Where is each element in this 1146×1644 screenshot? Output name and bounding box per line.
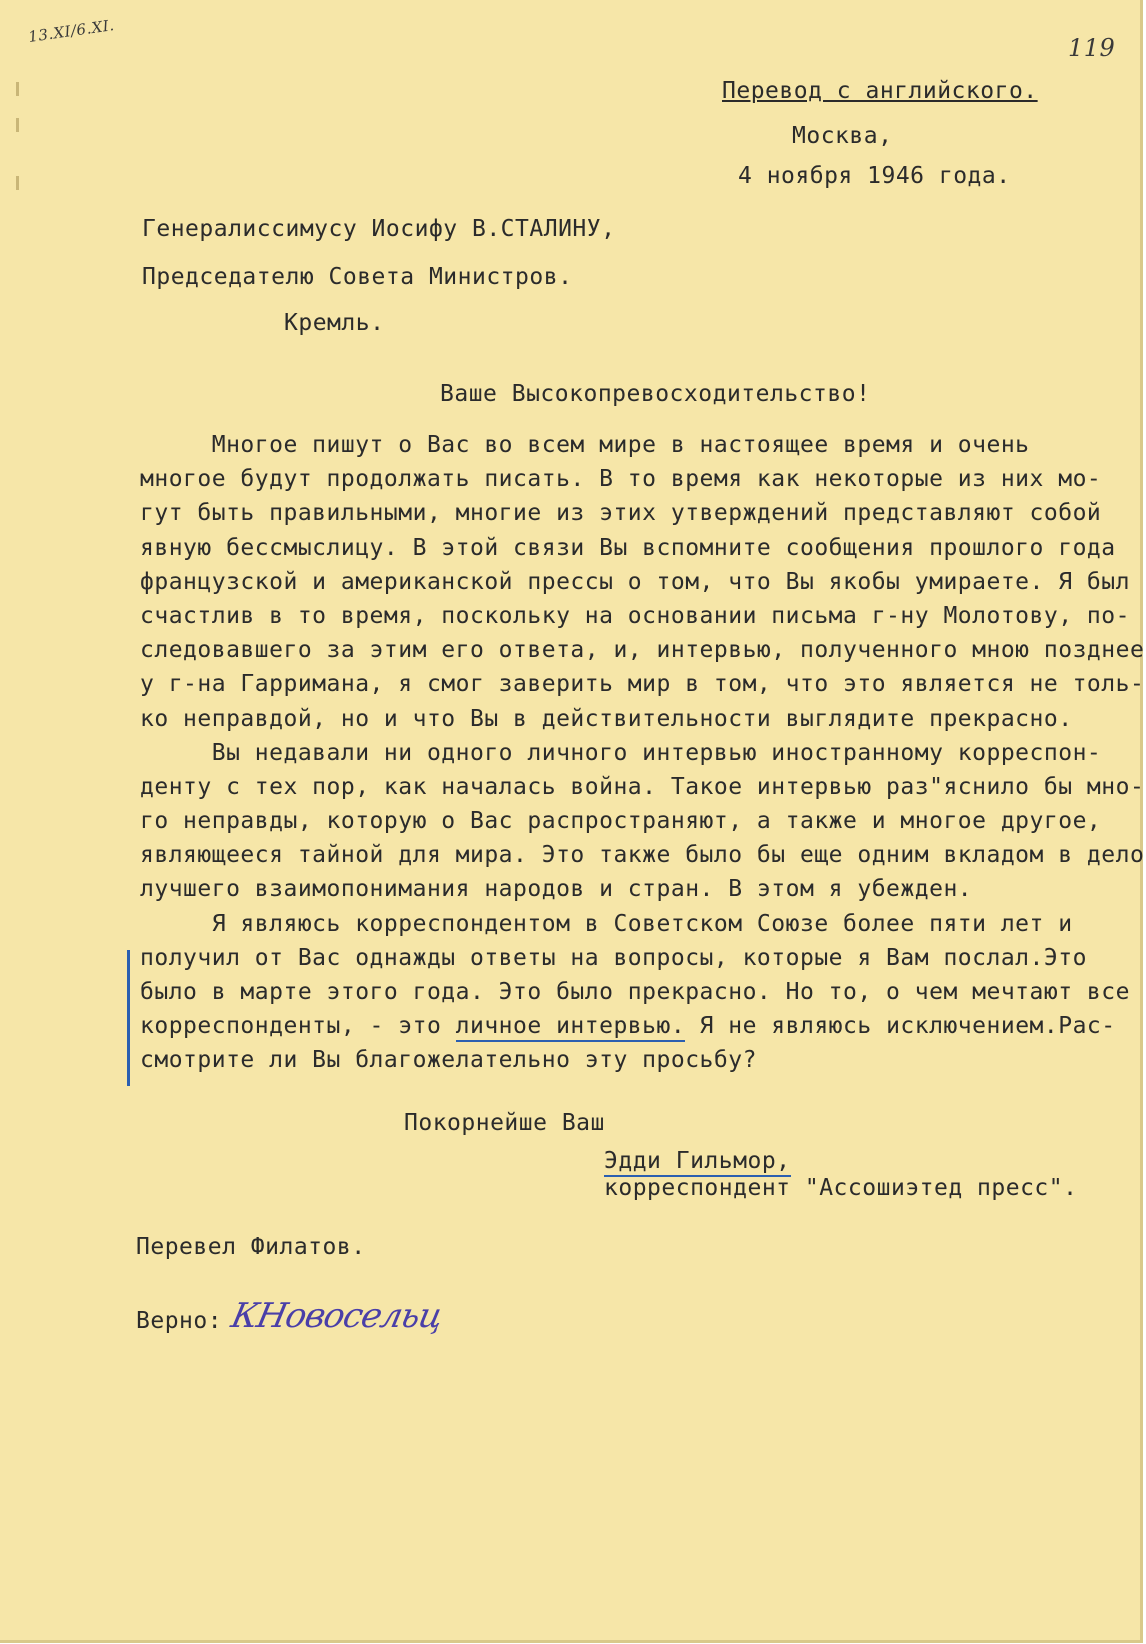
complimentary-close: Покорнейше Ваш <box>404 1110 605 1136</box>
archive-note-date: 13.XI/6.XI. <box>27 16 116 46</box>
body-line: ко неправдой, но и что Вы в действительности выглядите прекрасно. <box>140 705 1073 732</box>
punch-mark <box>16 118 19 132</box>
punch-mark <box>16 176 19 190</box>
letter-date: 4 ноября 1946 года. <box>738 163 1011 189</box>
punch-mark <box>16 82 19 96</box>
signer-name: Эдди Гильмор, <box>604 1150 791 1173</box>
body-line: гут быть правильными, многие из этих утверждений представляют собой <box>140 500 1102 527</box>
body-line: смотрите ли Вы благожелательно эту просьбу? <box>140 1047 757 1074</box>
body-line: Многое пишут о Вас во всем мире в настоящее время и очень <box>140 432 1030 458</box>
city: Москва, <box>792 123 893 149</box>
certification-label: Верно: <box>136 1308 223 1334</box>
body-line-underlined: корреспонденты, - это личное интервью. Я не являюсь исключением.Рас- <box>140 1009 1100 1043</box>
margin-mark-line <box>127 950 130 1086</box>
body-line: получил от Вас однажды ответы на вопросы, которые я Вам послал.Это <box>140 944 1087 971</box>
body-line: го неправды, которую о Вас распространяют, а также и многое другое, <box>140 808 1102 835</box>
body-line: многое будут продолжать писать. В то время как некоторые из них мо- <box>140 466 1102 493</box>
body-line: у г-на Гарримана, я смог заверить мир в том, что это является не толь- <box>140 671 1145 698</box>
page-number-note: 119 <box>1068 34 1116 62</box>
body-line: французской и американской прессы о том, что Вы якобы умираете. Я был <box>140 568 1130 595</box>
body-line: было в марте этого года. Это было прекрасно. Но то, о чем мечтают все <box>140 979 1130 1005</box>
underlined-phrase: личное интервью. <box>456 1013 686 1042</box>
body-line: явную бессмыслицу. В этой связи Вы вспомните сообщения прошлого года <box>140 534 1116 561</box>
body-line: денту с тех пор, как началась война. Такое интервью раз"яснило бы мно- <box>140 773 1145 800</box>
addressee-place: Кремль. <box>284 310 385 336</box>
signer-title: корреспондент "Ассошиэтед пресс". <box>604 1175 1078 1201</box>
addressee-name: Генералиссимусу Иосифу В.СТАЛИНУ, <box>142 216 616 242</box>
body-line: счастлив в то время, поскольку на основании письма г-ну Молотову, по- <box>140 602 1130 629</box>
body-line: Вы недавали ни одного личного интервью иностранному корреспон- <box>140 739 1102 766</box>
translation-note: Перевод с английского. <box>722 78 1038 104</box>
body-line: следовавшего за этим его ответа, и, интервью, полученного мною позднее <box>140 637 1145 664</box>
body-line: лучшего взаимопонимания народов и стран. В этом я убежден. <box>140 876 973 903</box>
salutation: Ваше Высокопревосходительство! <box>440 381 871 407</box>
translator-note: Перевел Филатов. <box>136 1234 366 1260</box>
addressee-title: Председателю Совета Министров. <box>142 264 573 290</box>
body-line: являющееся тайной для мира. Это также было бы еще одним вкладом в дело <box>140 842 1145 869</box>
body-line: Я являюсь корреспондентом в Советском Союзе более пяти лет и <box>140 910 1073 937</box>
handwritten-signature: КНовосельц <box>227 1296 447 1336</box>
letter-body <box>140 428 1145 1078</box>
